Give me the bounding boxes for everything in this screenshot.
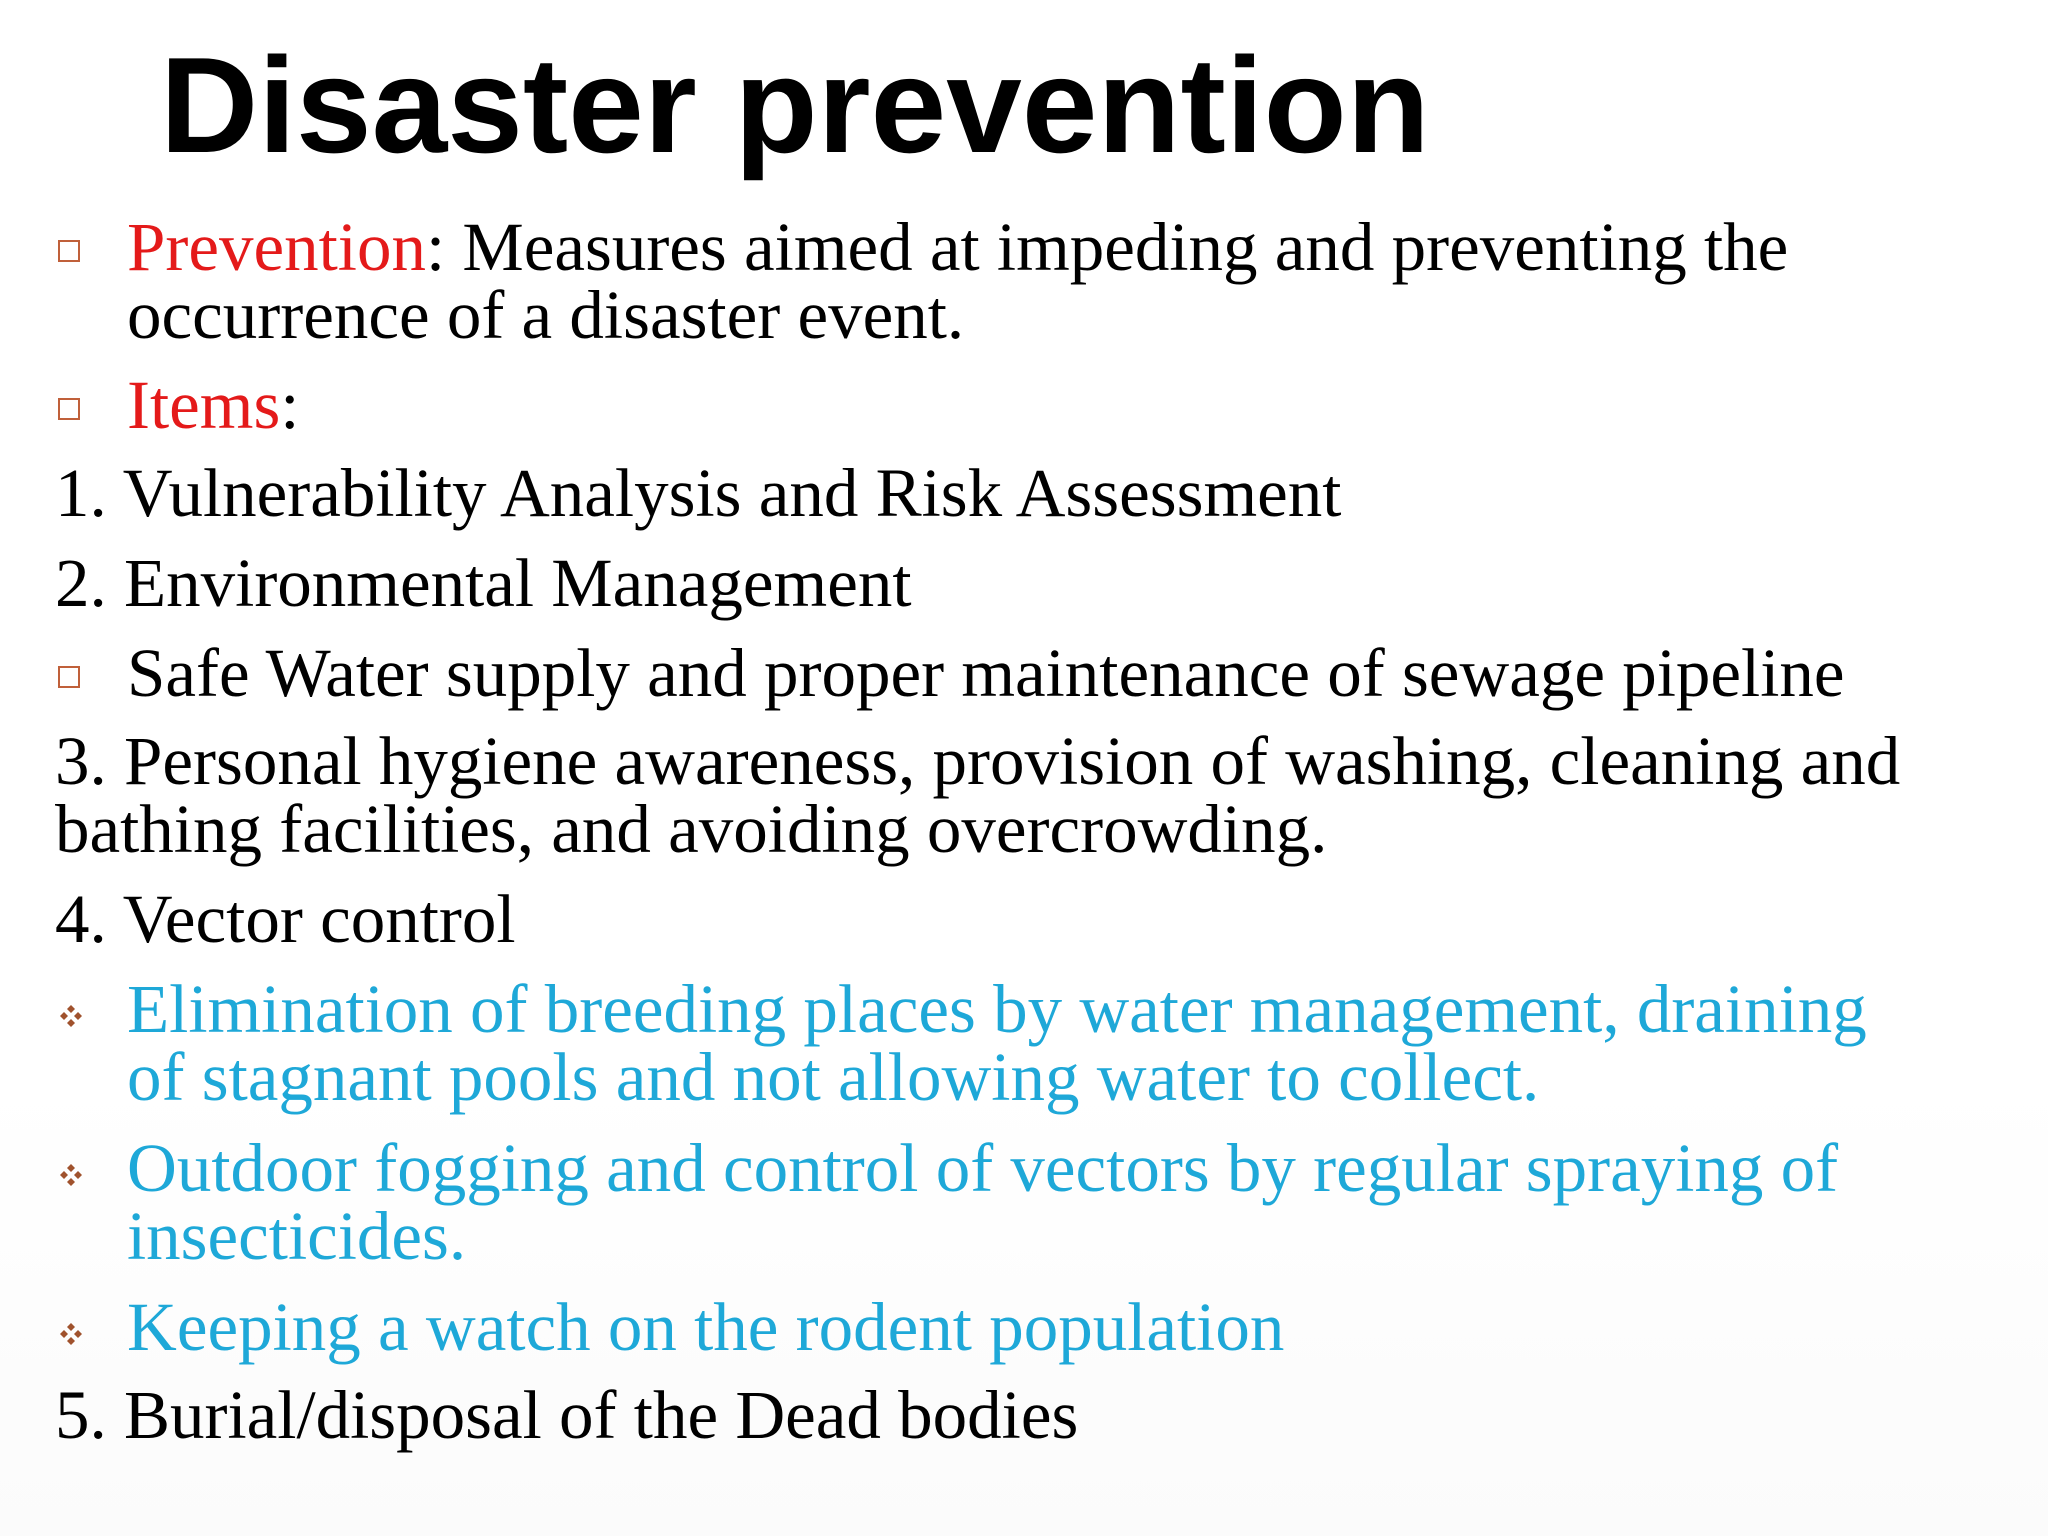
- sub-item-safe-water: Safe Water supply and proper maintenance of sewage pipeline: [127, 635, 1845, 711]
- four-diamond-bullet-icon: [58, 1003, 84, 1029]
- items-heading: [127, 367, 300, 443]
- item-4: 4. Vector control: [55, 881, 516, 957]
- slide-title: Disaster prevention: [160, 29, 1430, 181]
- four-diamond-bullet-icon: [58, 1162, 84, 1188]
- item-5: 5. Burial/disposal of the Dead bodies: [55, 1377, 1079, 1453]
- prevention-text-line1: Measures aimed at impeding and preventing the: [445, 209, 1789, 285]
- prevention-term: Prevention: [127, 209, 426, 285]
- prevention-definition-line2: occurrence of a disaster event.: [127, 277, 965, 353]
- items-term: Items: [127, 367, 281, 443]
- four-diamond-bullet-icon: [58, 1321, 84, 1347]
- prevention-definition-line1: [127, 209, 1789, 285]
- vector-bullet-2-line1: Outdoor fogging and control of vectors by regular spraying of: [127, 1130, 1839, 1206]
- items-colon: :: [280, 367, 300, 443]
- vector-bullet-3-line1: Keeping a watch on the rodent population: [127, 1289, 1285, 1365]
- vector-bullet-1-line2: of stagnant pools and not allowing water to collect.: [127, 1039, 1540, 1115]
- vector-bullet-1-line1: Elimination of breeding places by water management, draining: [127, 971, 1867, 1047]
- vector-bullet-2-line2: insecticides.: [127, 1198, 467, 1274]
- item-2: 2. Environmental Management: [55, 545, 912, 621]
- square-bullet-icon: [58, 240, 80, 262]
- square-bullet-icon: [58, 666, 80, 688]
- square-bullet-icon: [58, 398, 80, 420]
- prevention-colon: :: [425, 209, 446, 285]
- item-3-line2: bathing facilities, and avoiding overcrowding.: [55, 791, 1328, 867]
- item-3-line1: 3. Personal hygiene awareness, provision of washing, cleaning and: [55, 723, 1901, 799]
- item-1: 1. Vulnerability Analysis and Risk Assessment: [55, 455, 1342, 531]
